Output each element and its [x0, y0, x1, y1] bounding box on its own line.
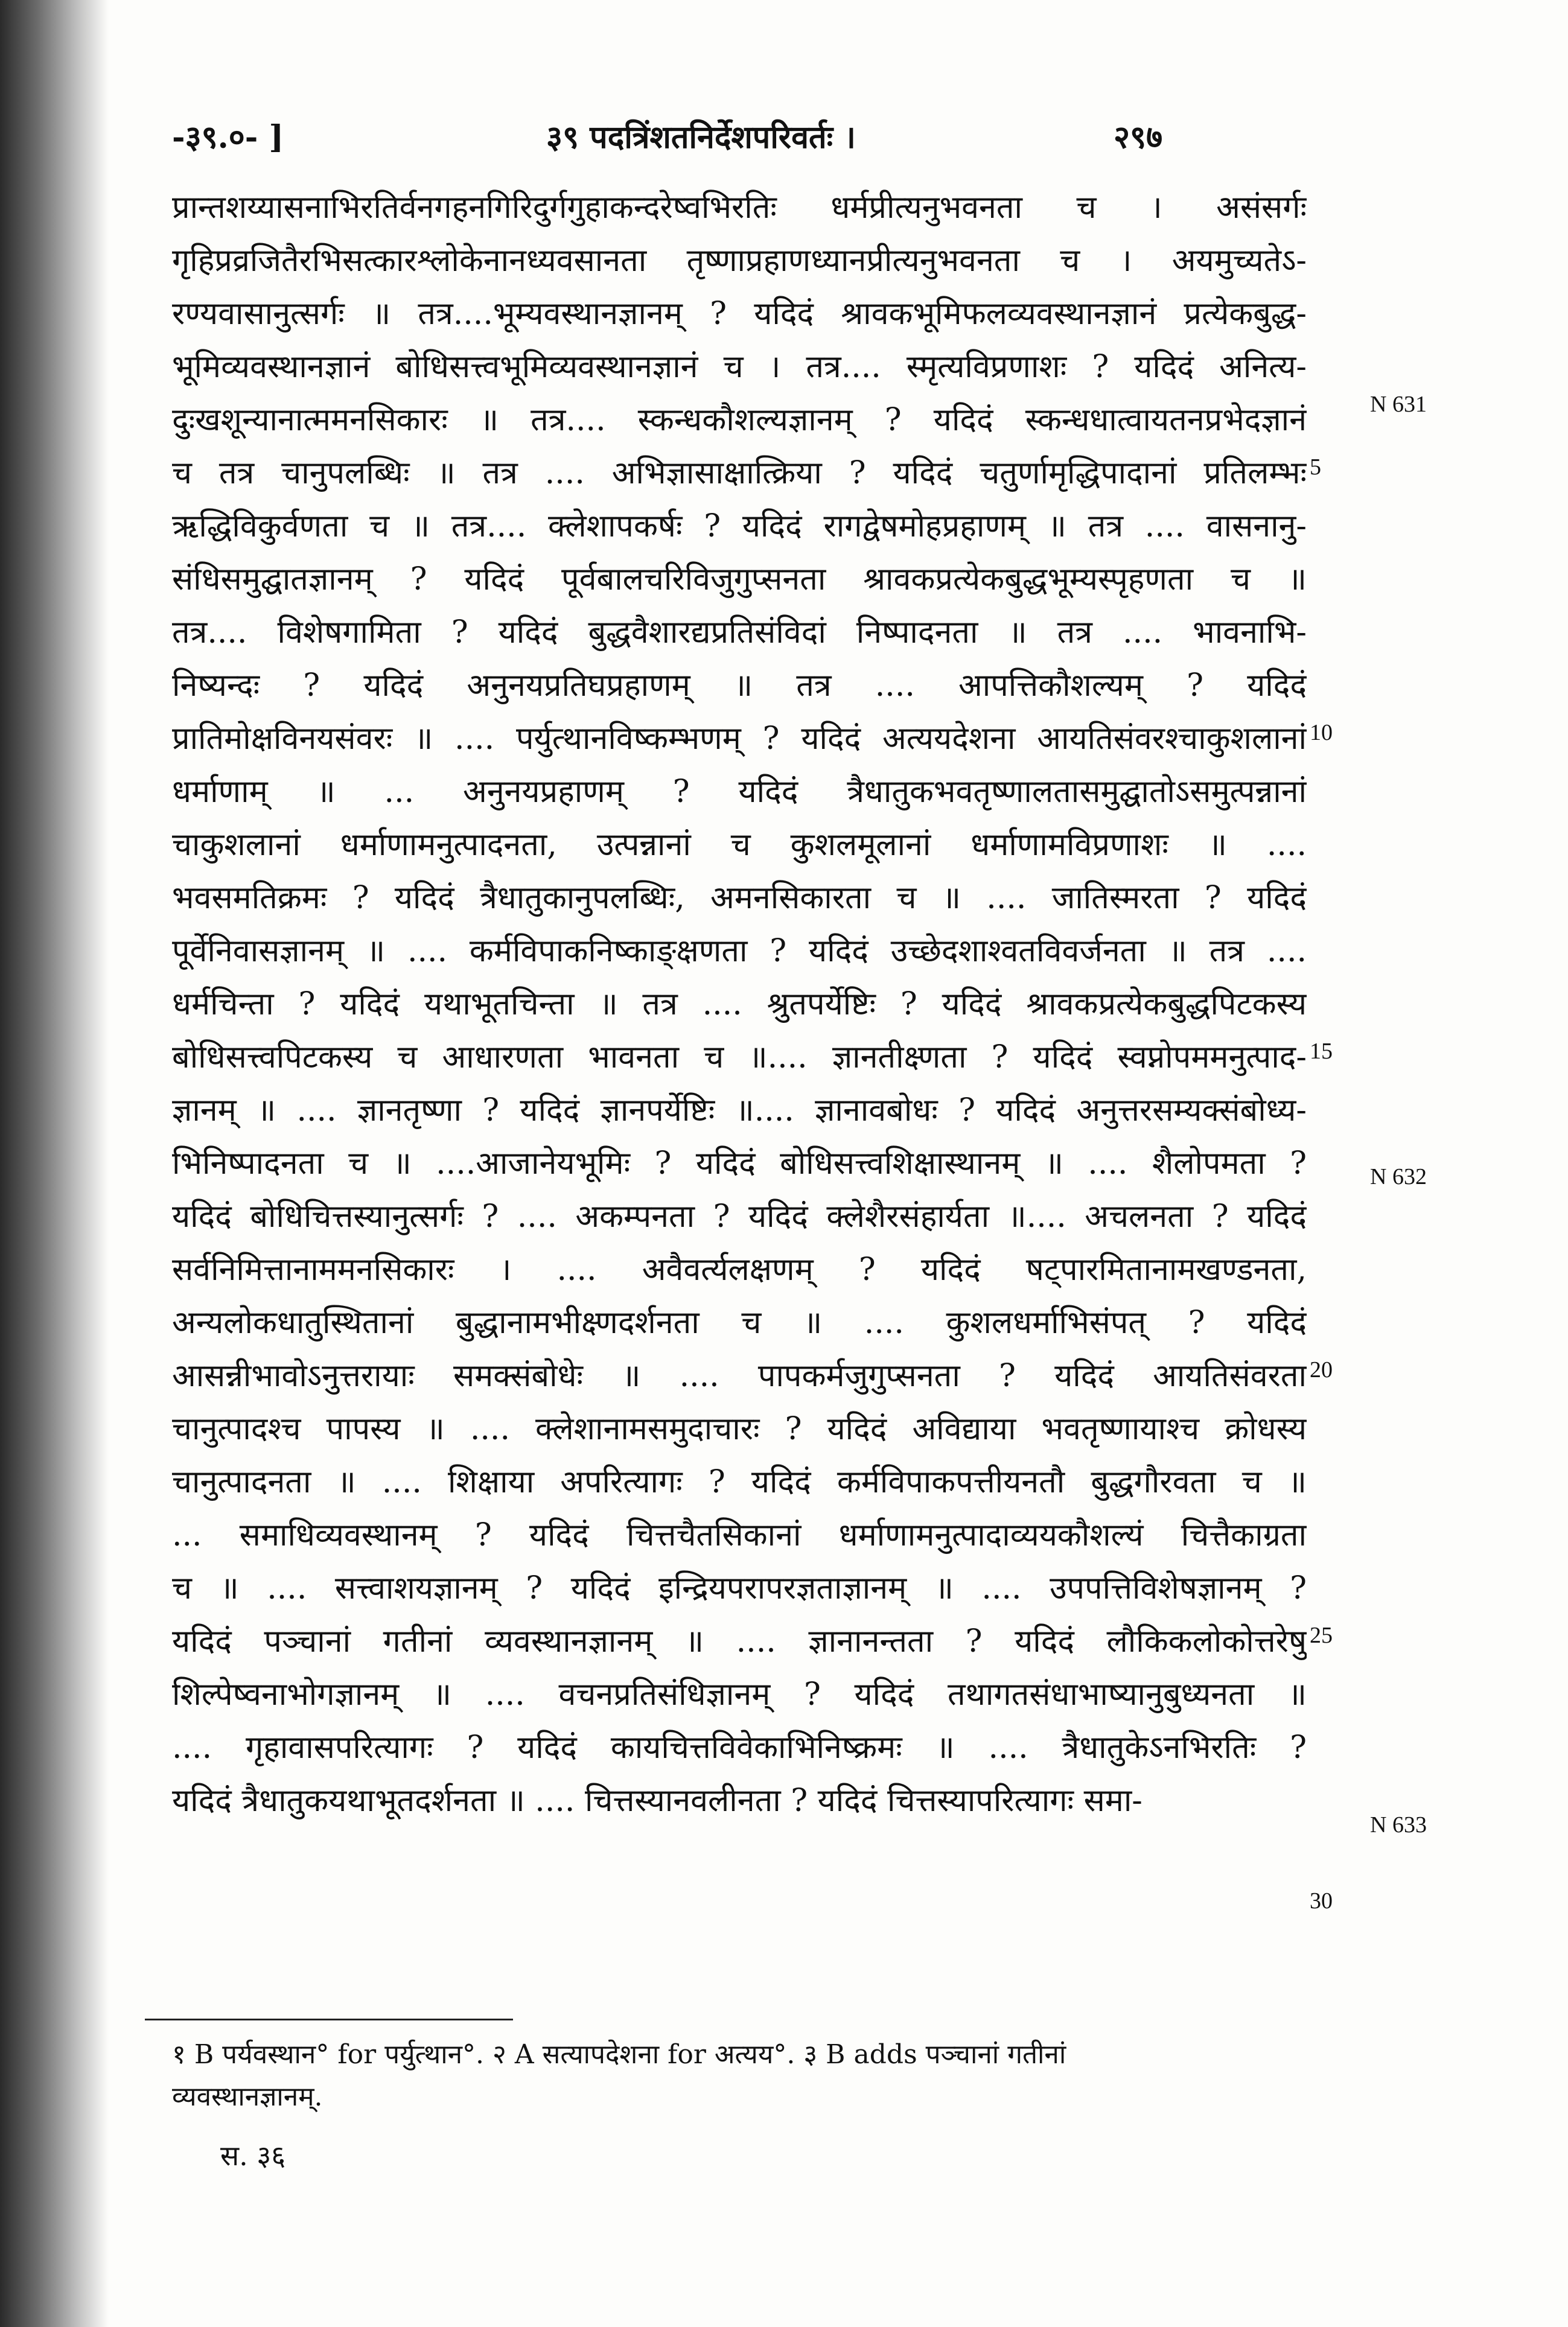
- signature-mark: स. ३६: [220, 2139, 286, 2172]
- text-line: चानुत्पादनता ॥ .... शिक्षाया अपरित्यागः ? यदिदं कर्मविपाकपत्तीयनतौ बुद्धगौरवता च ॥: [172, 1464, 1307, 1500]
- margin-ref-n632: N 632: [1370, 1164, 1427, 1189]
- text-line: संधिसमुद्घातज्ञानम् ? यदिदं पूर्वबालचरिविजुगुप्सनता श्रावकप्रत्येकबुद्धभूम्यस्पृहणता च ॥: [172, 561, 1307, 597]
- text-line: च तत्र चानुपलब्धिः ॥ तत्र .... अभिज्ञासाक्षात्क्रिया ? यदिदं चतुर्णामृद्धिपादानां प्रतिलम्भः: [172, 455, 1307, 491]
- text-line: भवसमतिक्रमः ? यदिदं त्रैधातुकानुपलब्धिः, अमनसिकारता च ॥ .... जातिस्मरता ? यदिदं: [172, 880, 1307, 916]
- line-number-5: 5: [1310, 454, 1321, 480]
- text-line: गृहिप्रव्रजितैरभिसत्कारश्लोकेनानध्यवसानता तृष्णाप्रहाणध्यानप्रीत्यनुभवनता च । अयमुच्यतेऽ-: [172, 243, 1307, 279]
- line-number-10: 10: [1310, 720, 1333, 745]
- line-number-15: 15: [1310, 1039, 1333, 1064]
- footnotes: [172, 2034, 1307, 2118]
- margin-ref-n631: N 631: [1370, 392, 1427, 417]
- text-line: पूर्वेनिवासज्ञानम् ॥ .... कर्मविपाकनिष्काङ्क्षणता ? यदिदं उच्छेदशाश्वतविवर्जनता ॥ तत्र ....: [172, 933, 1307, 969]
- footnote-divider: [145, 2019, 513, 2020]
- text-line: भिनिष्पादनता च ॥ ....आजानेयभूमिः ? यदिदं बोधिसत्त्वशिक्षास्थानम् ॥ .... शैलोपमता ?: [172, 1145, 1307, 1182]
- header-chapter-title: ३९ पदत्रिंशतनिर्देशपरिवर्तः ।: [546, 119, 856, 156]
- text-line: यदिदं बोधिचित्तस्यानुत्सर्गः ? .... अकम्पनता ? यदिदं क्लेशैरसंहार्यता ॥.... अचलनता ? यदिदं: [172, 1199, 1307, 1235]
- text-line: चाकुशलानां धर्माणामनुत्पादनता, उत्पन्नानां च कुशलमूलानां धर्माणामविप्रणाशः ॥ ....: [172, 827, 1307, 863]
- text-line: दुःखशून्यानात्ममनसिकारः ॥ तत्र.... स्कन्धकौशल्यज्ञानम् ? यदिदं स्कन्धधात्वायतनप्रभेदज्ञानं: [172, 402, 1307, 438]
- line-number-20: 20: [1310, 1357, 1333, 1383]
- text-line: धर्माणाम् ॥ ... अनुनयप्रहाणम् ? यदिदं त्रैधातुकभवतृष्णालतासमुद्घातोऽसमुत्पन्नानां: [172, 774, 1307, 810]
- line-number-30: 30: [1310, 1888, 1333, 1914]
- text-line: प्रातिमोक्षविनयसंवरः ॥ .... पर्युत्थानविष्कम्भणम् ? यदिदं अत्ययदेशना आयतिसंवरश्चाकुशलानां: [172, 721, 1307, 757]
- text-line: रण्यवासानुत्सर्गः ॥ तत्र....भूम्यवस्थानज्ञानम् ? यदिदं श्रावकभूमिफलव्यवस्थानज्ञानं प्रत्येकबुद्ध-: [172, 296, 1307, 332]
- text-line: ऋद्धिविकुर्वणता च ॥ तत्र.... क्लेशापकर्षः ? यदिदं रागद्वेषमोहप्रहाणम् ॥ तत्र .... वासनानु-: [172, 508, 1307, 544]
- text-line: .... गृहावासपरित्यागः ? यदिदं कायचित्तविवेकाभिनिष्क्रमः ॥ .... त्रैधातुकेऽनभिरतिः ?: [172, 1730, 1307, 1766]
- footnote-line: १ B पर्यवस्थान° for पर्युत्थान°. २ A सत्यापदेशना for अत्यय°. ३ B adds पञ्चानां गतीनां: [172, 2039, 1066, 2070]
- text-line: शिल्पेष्वनाभोगज्ञानम् ॥ .... वचनप्रतिसंधिज्ञानम् ? यदिदं तथागतसंधाभाष्यानुबुध्यनता ॥: [172, 1676, 1307, 1713]
- header-page-number: २९७: [1114, 119, 1163, 156]
- text-line: यदिदं पञ्चानां गतीनां व्यवस्थानज्ञानम् ॥ .... ज्ञानानन्तता ? यदिदं लौकिकलोकोत्तरेषु: [172, 1623, 1307, 1660]
- text-line: च ॥ .... सत्त्वाशयज्ञानम् ? यदिदं इन्द्रियपरापरज्ञताज्ञानम् ॥ .... उपपत्तिविशेषज्ञानम् ?: [172, 1570, 1307, 1606]
- text-line: तत्र.... विशेषगामिता ? यदिदं बुद्धवैशारद्यप्रतिसंविदां निष्पादनता ॥ तत्र .... भावनाभि-: [172, 614, 1307, 651]
- text-line: धर्मचिन्ता ? यदिदं यथाभूतचिन्ता ॥ तत्र .... श्रुतपर्येष्टिः ? यदिदं श्रावकप्रत्येकबुद्धपिटकस्य: [172, 986, 1307, 1022]
- header-section-ref: -३९.०- ]: [172, 119, 284, 156]
- footnote-line: व्यवस्थानज्ञानम्.: [172, 2081, 323, 2112]
- text-line: आसन्नीभावोऽनुत्तरायाः समक्संबोधेः ॥ .... पापकर्मजुगुप्सनता ? यदिदं आयतिसंवरता: [172, 1358, 1307, 1394]
- text-line: यदिदं त्रैधातुकयथाभूतदर्शनता ॥ .... चित्तस्यानवलीनता ? यदिदं चित्तस्यापरित्यागः समा-: [172, 1783, 1143, 1819]
- text-line: अन्यलोकधातुस्थितानां बुद्धानामभीक्ष्णदर्शनता च ॥ .... कुशलधर्माभिसंपत् ? यदिदं: [172, 1305, 1307, 1341]
- line-number-25: 25: [1310, 1623, 1333, 1648]
- text-line: ... समाधिव्यवस्थानम् ? यदिदं चित्तचैतसिकानां धर्माणामनुत्पादाव्ययकौशल्यं चित्तैकाग्रता: [172, 1517, 1307, 1553]
- binding-shadow: [0, 0, 109, 2327]
- text-line: बोधिसत्त्वपिटकस्य च आधारणता भावनता च ॥.... ज्ञानतीक्ष्णता ? यदिदं स्वप्नोपममनुत्पाद-: [172, 1039, 1307, 1075]
- text-line: चानुत्पादश्च पापस्य ॥ .... क्लेशानामसमुदाचारः ? यदिदं अविद्याया भवतृष्णायाश्च क्रोधस्य: [172, 1411, 1307, 1447]
- text-line: प्रान्तशय्यासनाभिरतिर्वनगहनगिरिदुर्गगुहाकन्दरेष्वभिरतिः धर्मप्रीत्यनुभवनता च । असंसर्गः: [172, 189, 1307, 226]
- running-header: [172, 109, 1319, 163]
- main-text: [172, 181, 1307, 1827]
- margin-ref-n633: N 633: [1370, 1812, 1427, 1838]
- text-line: निष्यन्दः ? यदिदं अनुनयप्रतिघप्रहाणम् ॥ तत्र .... आपत्तिकौशल्यम् ? यदिदं: [172, 667, 1307, 704]
- text-line: भूमिव्यवस्थानज्ञानं बोधिसत्त्वभूमिव्यवस्थानज्ञानं च । तत्र.... स्मृत्यविप्रणाशः ? यदिदं अनित्य-: [172, 349, 1307, 385]
- text-line: सर्वनिमित्तानाममनसिकारः । .... अवैवर्त्यलक्षणम् ? यदिदं षट्पारमितानामखण्डनता,: [172, 1252, 1307, 1288]
- text-line: ज्ञानम् ॥ .... ज्ञानतृष्णा ? यदिदं ज्ञानपर्येष्टिः ॥.... ज्ञानावबोधः ? यदिदं अनुत्तरसम्यक्संबोध्य-: [172, 1092, 1307, 1128]
